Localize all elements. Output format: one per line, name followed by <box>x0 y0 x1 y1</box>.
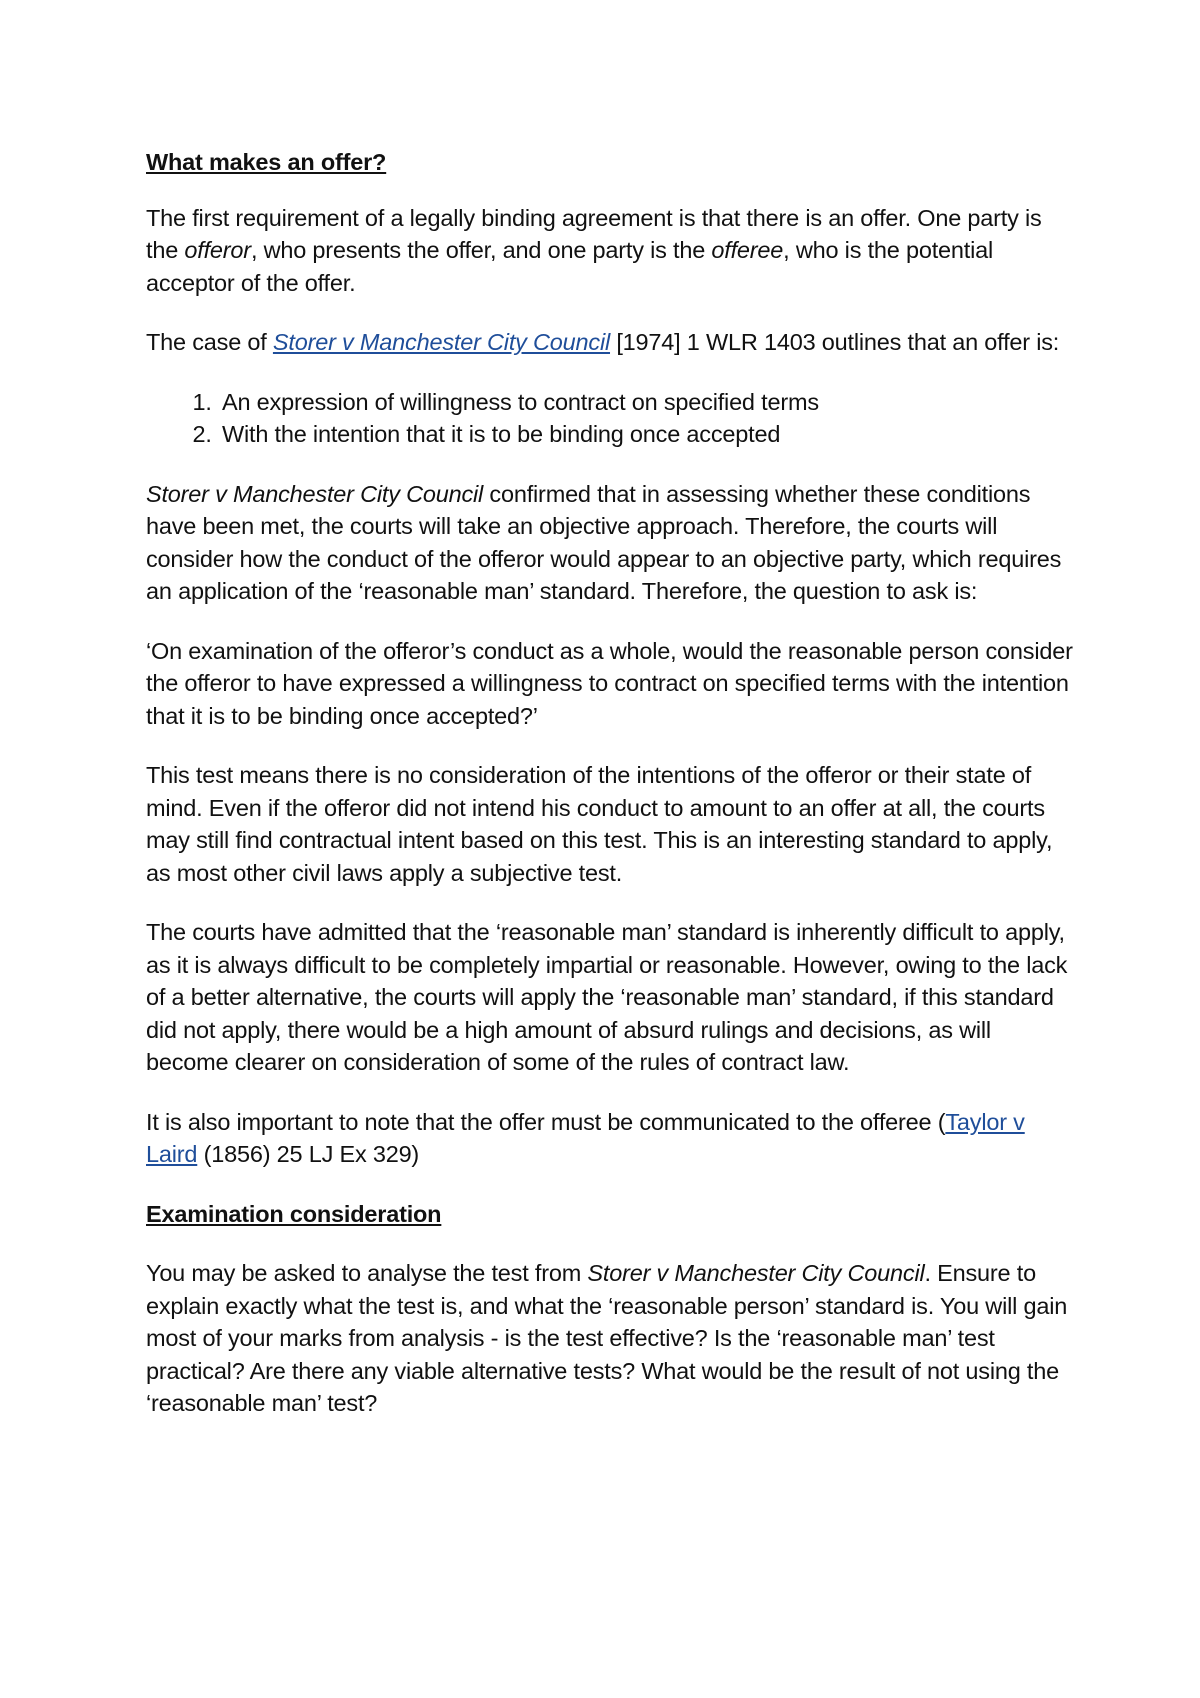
courts-paragraph: The courts have admitted that the ‘reasonable man’ standard is inherently difficult to apply, as it is always difficult to be completely impartial or reasonable. However, owing to the lack of a better alternative, the courts will apply the ‘reasonable man’ standard, if this standard did not apply, there would be a high amount of absurd rulings and decisions, as will become clearer on consideration of some of the rules of contract law. <box>146 919 1068 1075</box>
exam-text-2: . Ensure to explain exactly what the test is, and what the ‘reasonable person’ standard is. You will gain most of your marks from analysis - is the test effective? Is the ‘reasonable man’ test practical? Are there any viable alternative tests? What would be the result of not using the ‘reasonable man’ test? <box>146 1260 1068 1416</box>
intro-text-2: , who presents the offer, and one party is the <box>250 237 712 263</box>
exam-text-1: You may be asked to analyse the test from <box>146 1260 588 1286</box>
list-item: 1. An expression of willingness to contract on specified terms <box>218 386 1076 419</box>
communicated-text-1: It is also important to note that the offer must be communicated to the offeree ( <box>146 1108 946 1135</box>
objective-text: confirmed that in assessing whether these conditions have been met, the courts will take an objective approach. Therefore, the courts will consider how the conduct of the offeror would appear to an objective party, which requires an application of the ‘reasonable man’ standard. Therefore, the question to ask is: <box>146 480 1062 604</box>
exam-paragraph <box>146 1257 1076 1420</box>
communicated-paragraph <box>146 1106 1076 1171</box>
case-name: Storer v Manchester City Council <box>587 1260 925 1286</box>
document-page <box>146 146 1076 1447</box>
test-paragraph: This test means there is no consideration of the intentions of the offeror or their state of mind. Even if the offeror did not intend his conduct to amount to an offer at all, the courts may still find contractual intent based on this test. This is an interesting standard to apply, as most other civil laws apply a subjective test. <box>146 762 1053 886</box>
objective-paragraph <box>146 478 1076 608</box>
list-item: 2. With the intention that it is to be binding once accepted <box>218 418 1076 451</box>
reasonable-person-question: ‘On examination of the offeror’s conduct as a whole, would the reasonable person consider the offeror to have expressed a willingness to contract on specified terms with the intention that it is to be binding once accepted?’ <box>146 637 1073 729</box>
intro-text-1: The first requirement of a legally binding agreement is that there is an offer. One party is the <box>146 204 1042 263</box>
exam-heading: Examination consideration <box>146 1200 442 1227</box>
offer-requirements-list <box>146 386 1076 451</box>
section-heading: What makes an offer? <box>146 149 387 175</box>
case-paragraph <box>146 326 1076 359</box>
case-name: Storer v Manchester City Council <box>146 480 484 507</box>
term-offeror: offeror <box>184 237 251 263</box>
storer-case-link[interactable] <box>273 329 610 355</box>
communicated-text-2: (1856) 25 LJ Ex 329) <box>197 1141 420 1167</box>
intro-text-3: , who is the potential acceptor of the offer. <box>146 237 994 296</box>
term-offeree: offeree <box>711 237 784 263</box>
case-text-2: [1974] 1 WLR 1403 outlines that an offer is: <box>610 329 1060 355</box>
taylor-case-link[interactable]: Taylor v Laird <box>146 1108 1025 1167</box>
case-text-1: The case of <box>146 329 273 355</box>
storer-case-link-text: Storer v Manchester City Council <box>272 329 611 355</box>
intro-paragraph <box>146 202 1076 300</box>
